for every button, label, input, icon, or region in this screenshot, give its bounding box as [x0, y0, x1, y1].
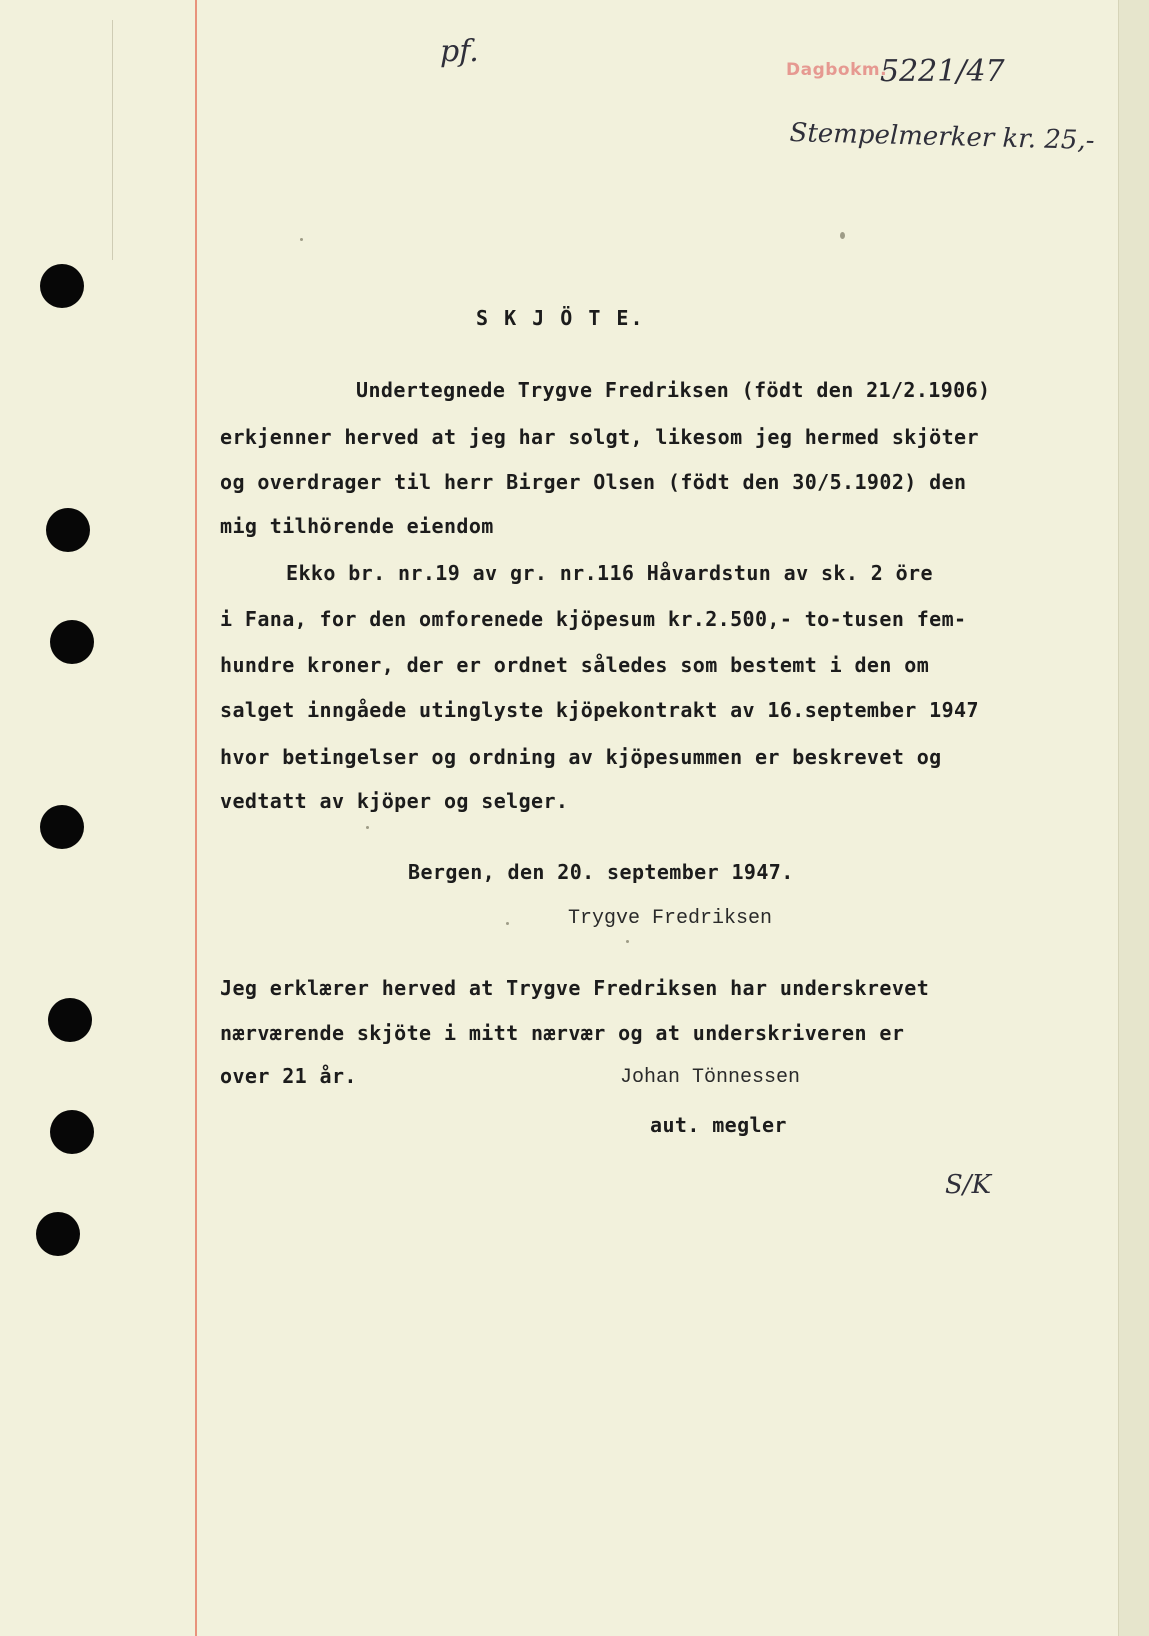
initials: S/K	[945, 1170, 991, 1200]
paper-speck	[300, 238, 303, 241]
body-line-8: salget inngåede utinglyste kjöpekontrakt av 16.september 1947	[220, 698, 979, 722]
body-line-7: hundre kroner, der er ordnet således som bestemt i den om	[220, 653, 930, 677]
body-line-5: Ekko br. nr.19 av gr. nr.116 Håvardstun av sk. 2 öre	[286, 561, 933, 585]
punch-hole-3	[50, 620, 94, 664]
place-date: Bergen, den 20. september 1947.	[408, 860, 794, 884]
declaration-line-1: Jeg erklærer herved at Trygve Fredriksen har underskrevet	[220, 976, 930, 1000]
punch-hole-2	[46, 508, 90, 552]
paper-speck	[840, 232, 845, 239]
body-line-6: i Fana, for den omforenede kjöpesum kr.2.500,- to-tusen fem-	[220, 607, 967, 631]
punch-hole-4	[40, 805, 84, 849]
punch-hole-1	[40, 264, 84, 308]
body-line-9: hvor betingelser og ordning av kjöpesummen er beskrevet og	[220, 745, 942, 769]
page-edge-shadow	[1118, 0, 1149, 1636]
paper-speck	[506, 922, 509, 925]
register-number: 5221/47	[880, 54, 1005, 89]
register-stamp-label: Dagbokm.	[786, 60, 888, 80]
stamp-duty-note: Stempelmerker kr. 25,-	[789, 118, 1095, 156]
witness-title: aut. megler	[650, 1113, 787, 1137]
paper-speck	[626, 940, 629, 943]
signer-name: Trygve Fredriksen	[568, 907, 773, 930]
declaration-line-3: over 21 år.	[220, 1064, 357, 1088]
body-line-1: Undertegnede Trygve Fredriksen (födt den 21/2.1906)	[356, 378, 991, 402]
body-line-10: vedtatt av kjöper og selger.	[220, 789, 569, 813]
margin-mark: pf.	[440, 34, 479, 69]
body-line-3: og overdrager til herr Birger Olsen (födt den 30/5.1902) den	[220, 470, 967, 494]
punch-hole-5	[48, 998, 92, 1042]
paper-crease	[112, 20, 123, 260]
witness-name: Johan Tönnessen	[620, 1066, 801, 1089]
document-title: S K J Ö T E.	[476, 306, 645, 330]
body-line-4: mig tilhörende eiendom	[220, 514, 494, 538]
paper-speck	[366, 826, 369, 829]
body-line-2: erkjenner herved at jeg har solgt, likesom jeg hermed skjöter	[220, 425, 979, 449]
margin-rule	[195, 0, 197, 1636]
punch-hole-6	[50, 1110, 94, 1154]
declaration-line-2: nærværende skjöte i mitt nærvær og at underskriveren er	[220, 1021, 905, 1045]
punch-hole-7	[36, 1212, 80, 1256]
